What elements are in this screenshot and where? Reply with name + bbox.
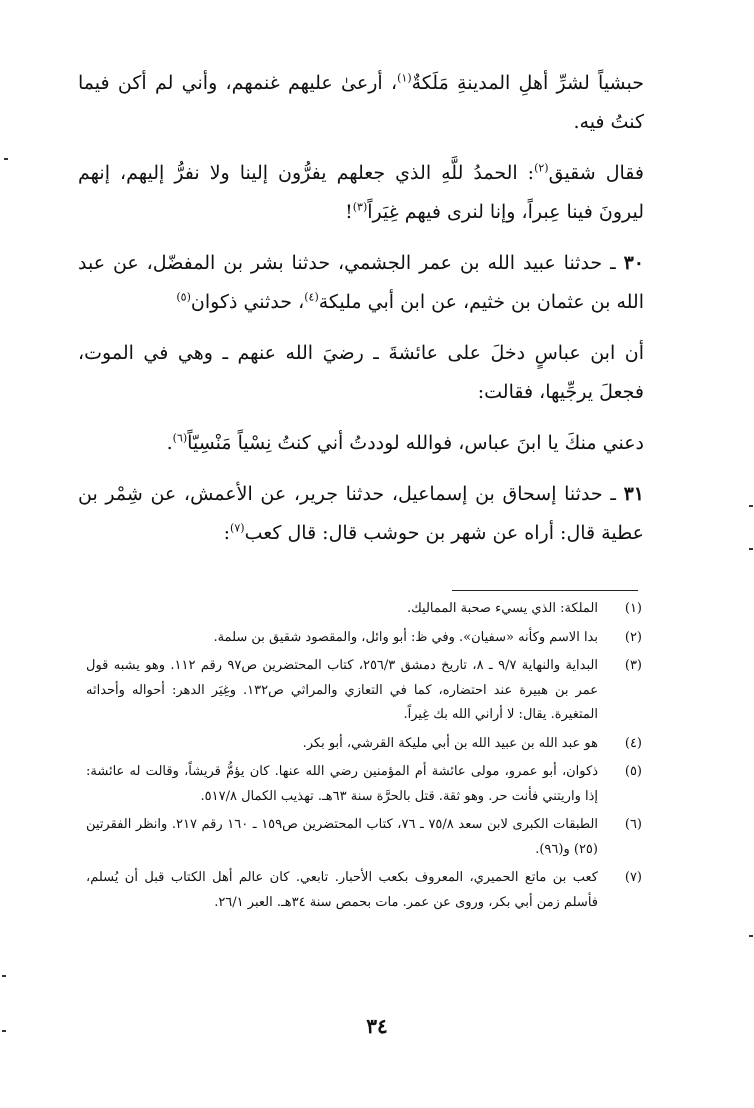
- text-run: ، أرعىٰ عليهم غنمهم، وأني لم أكن فيما كنتُ فيه.: [78, 72, 644, 133]
- scan-speck: [2, 975, 6, 977]
- paragraph: [78, 424, 644, 463]
- scan-speck: [749, 935, 753, 937]
- footnote: [86, 626, 642, 651]
- footnote-text: الملكة: الذي يسيء صحبة المماليك.: [406, 601, 598, 616]
- paragraph-numbered: [78, 475, 644, 553]
- text-run: :: [223, 522, 231, 544]
- text-run: فقال شقيق: [548, 162, 644, 184]
- footnote: [86, 760, 642, 809]
- main-text: [78, 64, 644, 565]
- footnote-ref[interactable]: (٢): [534, 161, 549, 175]
- footnote-text: الطبقات الكبرى لابن سعد ٧٥/٨ ـ ٧٦، كتاب المحتضرين ص١٥٩ ـ ١٦٠ رقم ٢١٧. وانظر الفقرتين (٢٥) و(٩٦).: [86, 817, 598, 857]
- footnote-number: (١): [624, 601, 642, 616]
- footnote: [86, 732, 642, 757]
- text-run: حبشياً لشرِّ أهلِ المدينةِ مَلَكةٌ: [411, 72, 644, 94]
- footnote-number: (٦): [624, 817, 642, 832]
- footnote: [86, 813, 642, 862]
- footnote-number: (٥): [624, 764, 642, 779]
- text-run: : الحمدُ للَّهِ الذي جعلهم يفرُّون إلينا ولا نفرُّ إليهم، إنهم ليرونَ فينا عِبراً، وإنا لنرى فيهم غِيَراً: [78, 162, 644, 223]
- scan-speck: [4, 158, 8, 160]
- page-number: ٣٤: [366, 1014, 388, 1038]
- footnote-number: (٤): [624, 735, 642, 751]
- footnote-number: (٢): [624, 629, 642, 645]
- footnote-text: هو عبد الله بن عبيد الله بن أبي مليكة القرشي، أبو بكر.: [302, 735, 598, 751]
- footnote-text: كعب بن ماتع الحميري، المعروف بكعب الأحبار. تابعي. كان عالم أهل الكتاب قبل أن يُسلم، فأسلم زمن أبي بكر، وروى عن عمر. مات بحمص سنة ٣٤هـ. العبر ٢٦/١.: [86, 870, 598, 910]
- footnote-ref[interactable]: (٣): [352, 200, 368, 214]
- footnote-ref[interactable]: (٧): [230, 521, 245, 535]
- paragraph: [78, 334, 644, 412]
- footnote-ref[interactable]: (٤): [304, 290, 319, 304]
- footnotes: [86, 597, 642, 919]
- footnote-ref[interactable]: (٦): [172, 431, 188, 445]
- text-run: .: [166, 432, 173, 454]
- paragraph: [78, 154, 644, 232]
- text-run: ـ حدثنا عبيد الله بن عمر الجشمي، حدثنا بشر بن المفضّل، عن عبد الله بن عثمان بن خثيم، عن ابن أبي مليكة: [78, 252, 644, 313]
- footnote-divider: [452, 590, 638, 591]
- footnote: [86, 654, 642, 728]
- text-run: دعني منكَ يا ابنَ عباس، فوالله لوددتُ أني كنتُ نِسْياً مَنْسِيّاً: [187, 432, 644, 454]
- footnote-ref[interactable]: (٥): [176, 290, 191, 304]
- paragraph-number: ٣٠: [623, 252, 644, 274]
- footnote-text: ذكوان، أبو عمرو، مولى عائشة أم المؤمنين رضي الله عنها. كان يؤمُّ قريشاً، وقالت له عائشة: إذا واريتني فأنت حر. وهو ثقة. قتل بالحرَّة سنة ٦٣هـ. تهذيب الكمال ٥١٧/٨.: [86, 764, 598, 804]
- scan-speck: [749, 548, 753, 550]
- text-run: ، حدثني ذكوان: [190, 291, 305, 313]
- footnote: [86, 597, 642, 622]
- text-run: أن ابن عباسٍ دخلَ على عائشةَ ـ رضيَ الله عنهم ـ وهي في الموت، فجعلَ يرجِّيها، فقالت:: [78, 342, 644, 403]
- footnote-number: (٣): [624, 658, 642, 673]
- paragraph-numbered: [78, 244, 644, 322]
- text-run: !: [345, 201, 353, 223]
- footnote: [86, 866, 642, 915]
- footnote-number: (٧): [624, 870, 642, 885]
- footnote-text: البداية والنهاية ٩/٧ ـ ٨، تاريخ دمشق ٢٥٦/٣، كتاب المحتضرين ص٩٧ رقم ١١٢. وهو يشبه قول عمر بن هبيرة عند احتضاره، كما في التعازي والمراثي ص١٣٢. وغِيَر الدهر: أحواله وأحداثه المتغيرة. يقال: لا أراني الله بك غِيراً.: [86, 658, 598, 722]
- paragraph: [78, 64, 644, 142]
- text-run: ـ حدثنا إسحاق بن إسماعيل، حدثنا جرير، عن الأعمش، عن شِمْر بن عطية قال: أراه عن شهر بن حوشب قال: قال كعب: [78, 483, 644, 544]
- footnote-ref[interactable]: (١): [397, 71, 412, 85]
- scan-speck: [2, 1030, 6, 1032]
- scan-speck: [749, 505, 753, 507]
- paragraph-number: ٣١: [623, 483, 644, 505]
- footnote-text: بدا الاسم وكأنه «سفيان». وفي ظ: أبو وائل، والمقصود شقيق بن سلمة.: [213, 629, 598, 645]
